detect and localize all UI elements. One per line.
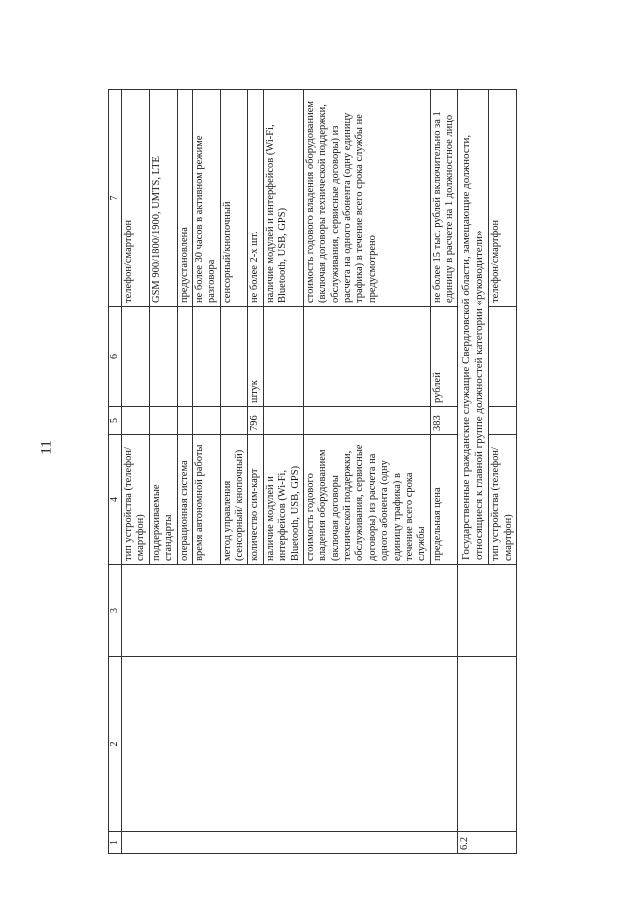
characteristic-cell: стоимость годового владения оборудованием (включая договоры технической поддержки, обслуживания, сервисные договоры) из расчета на одного абонента (одну единицу трафика) в течение всего срока службы bbox=[303, 435, 430, 565]
unit-cell: рублей bbox=[430, 307, 458, 407]
value-cell: предустановлена bbox=[177, 90, 192, 307]
characteristic-cell: время автономной работы bbox=[192, 435, 220, 565]
unit-cell bbox=[122, 307, 150, 407]
code-cell bbox=[177, 407, 192, 435]
characteristic-cell: тип устройства (телефон/смартфон) bbox=[122, 435, 150, 565]
characteristic-cell: количество сим-карт bbox=[248, 435, 263, 565]
section-row bbox=[458, 90, 489, 854]
characteristic-cell: предельная цена bbox=[430, 435, 458, 565]
characteristic-cell: метод управления (сенсорный/ кнопочный) bbox=[220, 435, 248, 565]
value-cell: не более 15 тыс. рублей включительно за 1 единицу в расчете на 1 должностное лицо bbox=[430, 90, 458, 307]
code-cell bbox=[489, 407, 517, 435]
value-cell: не более 30 часов в активном режиме разговора bbox=[192, 90, 220, 307]
unit-cell bbox=[303, 307, 430, 407]
column-number-row bbox=[109, 90, 122, 854]
unit-cell bbox=[177, 307, 192, 407]
code-cell bbox=[303, 407, 430, 435]
unit-cell bbox=[263, 307, 303, 407]
unit-cell bbox=[220, 307, 248, 407]
col-number: 6 bbox=[109, 307, 122, 407]
code-cell: 383 bbox=[430, 407, 458, 435]
value-cell: сенсорный/кнопочный bbox=[220, 90, 248, 307]
characteristic-cell: наличие модулей и интерфейсов (Wi-Fi, Bluetooth, USB, GPS) bbox=[263, 435, 303, 565]
code-cell bbox=[192, 407, 220, 435]
value-cell: GSM 900/1800/1900, UMTS, LTE bbox=[149, 90, 177, 307]
value-cell: не более 2-х шт. bbox=[248, 90, 263, 307]
characteristic-cell: поддерживаемые стандарты bbox=[149, 435, 177, 565]
code-cell bbox=[220, 407, 248, 435]
section-number: 6.2 bbox=[458, 832, 517, 854]
section-title: Государственные гражданские служащие Свердловской области, замещающие должности, относящиеся к главной группе должностей категории «руководители» bbox=[458, 90, 489, 565]
unit-cell bbox=[149, 307, 177, 407]
characteristic-cell: операционная система bbox=[177, 435, 192, 565]
page-number: 11 bbox=[38, 440, 55, 455]
col-number: 1 bbox=[109, 832, 122, 854]
specification-table bbox=[108, 89, 517, 854]
unit-cell: штук bbox=[248, 307, 263, 407]
code-cell: 796 bbox=[248, 407, 263, 435]
merged-cell-1 bbox=[122, 832, 458, 854]
col-number: 2 bbox=[109, 657, 122, 832]
table-row bbox=[122, 90, 150, 854]
col-number: 3 bbox=[109, 565, 122, 657]
value-cell: телефон/смартфон bbox=[489, 90, 517, 307]
section-empty-cell bbox=[458, 565, 517, 657]
value-cell: наличие модулей и интерфейсов (Wi-Fi, Bluetooth, USB, GPS) bbox=[263, 90, 303, 307]
col-number: 7 bbox=[109, 90, 122, 307]
col-number: 4 bbox=[109, 435, 122, 565]
code-cell bbox=[149, 407, 177, 435]
characteristic-cell: тип устройства (телефон/смартфон) bbox=[489, 435, 517, 565]
value-cell: стоимость годового владения оборудованием (включая договоры технической поддержки, обслуживания, сервисные договоры) из расчета на одного абонента (одну единицу трафика) в течение всего срока службы не предусмотрено bbox=[303, 90, 430, 307]
merged-cell-2 bbox=[122, 657, 458, 832]
value-cell: телефон/смартфон bbox=[122, 90, 150, 307]
unit-cell bbox=[192, 307, 220, 407]
col-number: 5 bbox=[109, 407, 122, 435]
code-cell bbox=[122, 407, 150, 435]
section-empty-cell bbox=[458, 657, 517, 832]
code-cell bbox=[263, 407, 303, 435]
merged-cell-3 bbox=[122, 565, 458, 657]
unit-cell bbox=[489, 307, 517, 407]
